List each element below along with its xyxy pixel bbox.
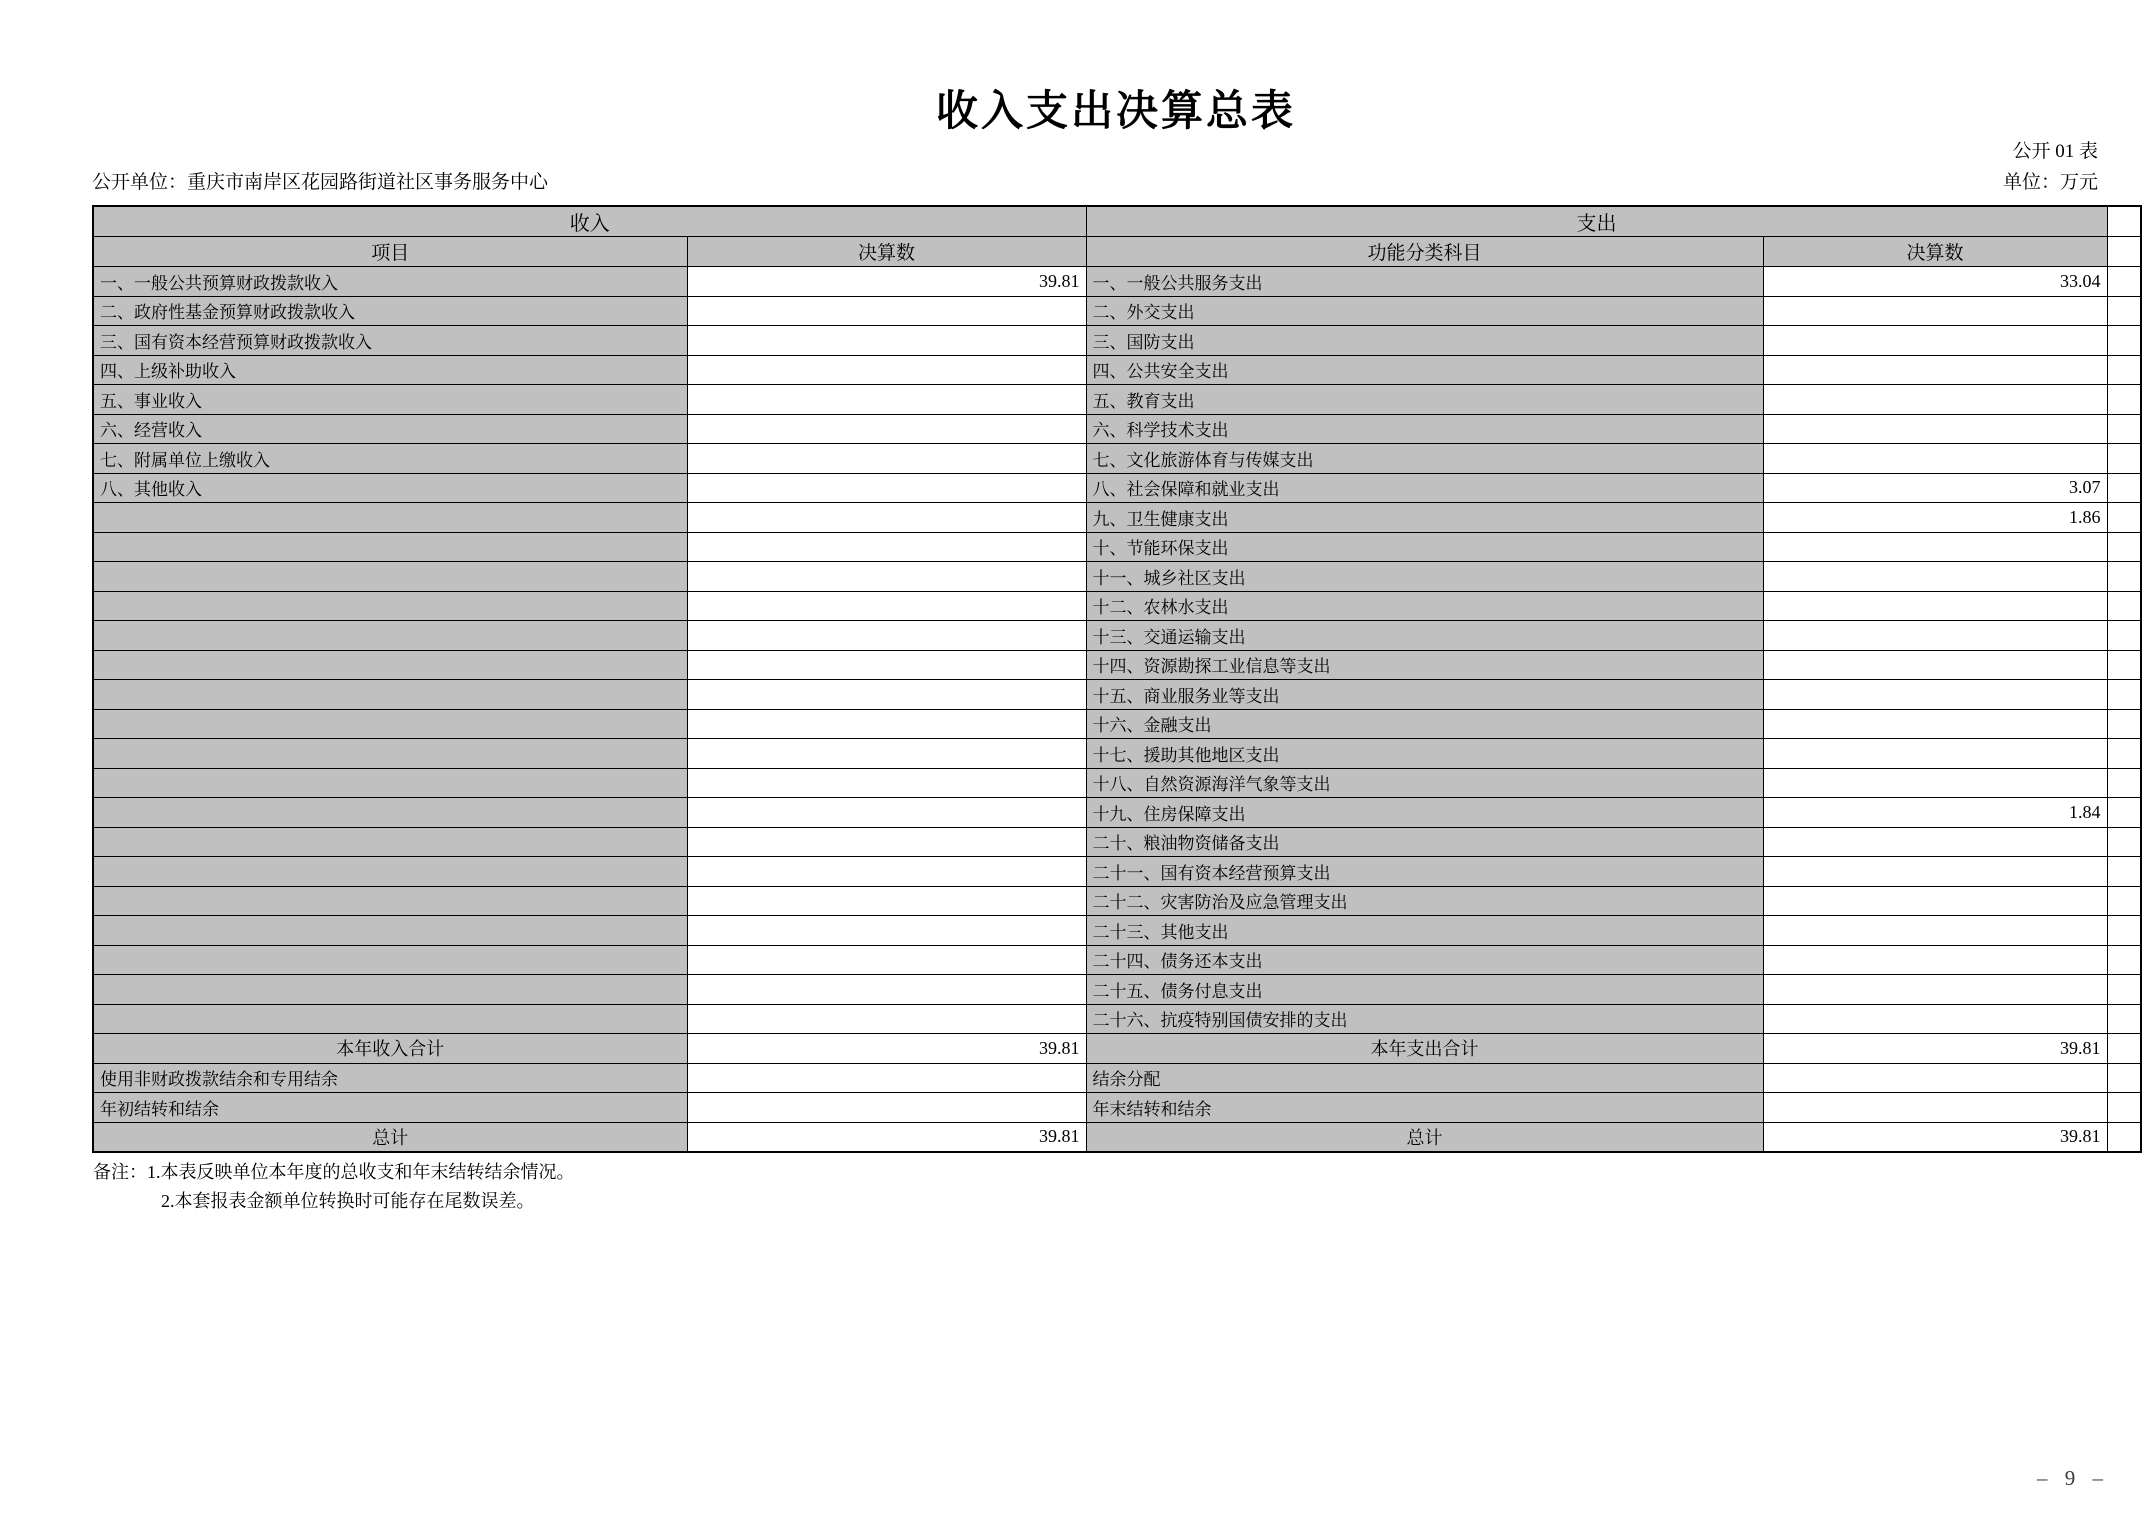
expense-item-cell: 二十五、债务付息支出 [1086,975,1763,1005]
spacer-cell [2107,385,2141,415]
income-item-cell [93,945,687,975]
expense-amount-cell [1763,532,2107,562]
income-amount-cell [687,975,1086,1005]
income-amount-cell [687,798,1086,828]
income-amount-cell [687,414,1086,444]
table-row [93,975,2141,1005]
expense-amount-cell [1763,296,2107,326]
notes [93,1158,575,1216]
expense-item-column-header: 功能分类科目 [1086,237,1763,267]
expense-item-cell: 十三、交通运输支出 [1086,621,1763,651]
grand-total-row [93,1122,2141,1152]
spacer-cell [2107,1093,2141,1123]
table-row [93,326,2141,356]
table-row [93,945,2141,975]
spacer-cell [2107,886,2141,916]
income-amount-cell: 39.81 [687,267,1086,297]
expense-amount-cell [1763,886,2107,916]
expense-item-cell: 二十、粮油物资储备支出 [1086,827,1763,857]
income-item-cell [93,768,687,798]
table-row [93,886,2141,916]
income-amount-cell [687,709,1086,739]
income-amount-cell [687,916,1086,946]
spacer-cell [2107,739,2141,769]
expense-amount-cell [1763,945,2107,975]
income-carryover-2-amount [687,1093,1086,1123]
expense-section-header: 支出 [1086,206,2107,237]
expense-item-cell: 一、一般公共服务支出 [1086,267,1763,297]
year-total-row [93,1034,2141,1064]
expense-amount-cell [1763,444,2107,474]
income-item-cell [93,916,687,946]
expense-amount-cell [1763,709,2107,739]
income-item-cell: 五、事业收入 [93,385,687,415]
table-row [93,267,2141,297]
expense-item-cell: 七、文化旅游体育与传媒支出 [1086,444,1763,474]
expense-amount-cell [1763,827,2107,857]
carryover-row-1 [93,1063,2141,1093]
income-item-cell [93,532,687,562]
expense-amount-column-header: 决算数 [1763,237,2107,267]
page-number: – 9 – [2037,1466,2109,1490]
expense-amount-cell [1763,385,2107,415]
income-item-column-header: 项目 [93,237,687,267]
expense-item-cell: 六、科学技术支出 [1086,414,1763,444]
income-amount-cell [687,650,1086,680]
income-amount-column-header: 决算数 [687,237,1086,267]
income-amount-cell [687,945,1086,975]
income-item-cell: 八、其他收入 [93,473,687,503]
expense-year-total-label: 本年支出合计 [1086,1034,1763,1064]
expense-item-cell: 十、节能环保支出 [1086,532,1763,562]
income-amount-cell [687,532,1086,562]
table-row [93,827,2141,857]
expense-amount-cell [1763,975,2107,1005]
income-item-cell [93,650,687,680]
income-amount-cell [687,857,1086,887]
expense-amount-cell [1763,768,2107,798]
expense-carryover-1-amount [1763,1063,2107,1093]
spacer-cell [2107,680,2141,710]
table-row [93,532,2141,562]
income-item-cell [93,709,687,739]
expense-amount-cell: 1.84 [1763,798,2107,828]
expense-carryover-2-label: 年末结转和结余 [1086,1093,1763,1123]
income-item-cell: 三、国有资本经营预算财政拨款收入 [93,326,687,356]
expense-item-cell: 二十一、国有资本经营预算支出 [1086,857,1763,887]
income-carryover-1-label: 使用非财政拨款结余和专用结余 [93,1063,687,1093]
spacer-cell [2107,414,2141,444]
income-year-total-amount: 39.81 [687,1034,1086,1064]
table-row [93,1004,2141,1034]
spacer-cell [2107,444,2141,474]
accounts-table [92,205,2142,1153]
spacer-cell [2107,1063,2141,1093]
table-row [93,709,2141,739]
spacer-cell [2107,326,2141,356]
expense-item-cell: 二、外交支出 [1086,296,1763,326]
spacer-cell [2107,473,2141,503]
expense-item-cell: 十一、城乡社区支出 [1086,562,1763,592]
income-grand-total-amount: 39.81 [687,1122,1086,1152]
income-item-cell [93,591,687,621]
income-item-cell [93,886,687,916]
note-line-1: 备注：1.本表反映单位本年度的总收支和年末结转结余情况。 [93,1162,575,1182]
spacer-cell [2107,1034,2141,1064]
spacer-cell [2107,857,2141,887]
expense-item-cell: 九、卫生健康支出 [1086,503,1763,533]
income-item-cell [93,503,687,533]
income-item-cell [93,621,687,651]
income-amount-cell [687,886,1086,916]
spacer-cell [2107,798,2141,828]
page-title: 收入支出决算总表 [935,89,1296,135]
expense-amount-cell [1763,916,2107,946]
table-row [93,650,2141,680]
table-code: 公开 01 表 [2012,141,2098,162]
table-row [93,503,2141,533]
table-row [93,768,2141,798]
spacer-cell [2107,1122,2141,1152]
table-row [93,798,2141,828]
income-carryover-1-amount [687,1063,1086,1093]
expense-carryover-2-amount [1763,1093,2107,1123]
expense-item-cell: 十二、农林水支出 [1086,591,1763,621]
income-amount-cell [687,680,1086,710]
income-year-total-label: 本年收入合计 [93,1034,687,1064]
income-amount-cell [687,473,1086,503]
table-row [93,385,2141,415]
expense-amount-cell: 33.04 [1763,267,2107,297]
income-section-header: 收入 [93,206,1086,237]
expense-item-cell: 二十四、债务还本支出 [1086,945,1763,975]
spacer-cell [2107,916,2141,946]
table-row [93,296,2141,326]
table-row [93,562,2141,592]
income-amount-cell [687,444,1086,474]
spacer-cell [2107,267,2141,297]
income-amount-cell [687,827,1086,857]
expense-item-cell: 二十六、抗疫特别国债安排的支出 [1086,1004,1763,1034]
spacer-cell [2107,355,2141,385]
expense-item-cell: 十五、商业服务业等支出 [1086,680,1763,710]
table-row [93,857,2141,887]
income-item-cell [93,562,687,592]
expense-amount-cell: 1.86 [1763,503,2107,533]
expense-item-cell: 十八、自然资源海洋气象等支出 [1086,768,1763,798]
expense-item-cell: 十九、住房保障支出 [1086,798,1763,828]
income-amount-cell [687,562,1086,592]
note-line-2: 2.本套报表金额单位转换时可能存在尾数误差。 [161,1191,535,1211]
spacer-cell [2107,1004,2141,1034]
expense-amount-cell [1763,562,2107,592]
expense-grand-total-amount: 39.81 [1763,1122,2107,1152]
expense-amount-cell: 3.07 [1763,473,2107,503]
expense-amount-cell [1763,1004,2107,1034]
table-row [93,444,2141,474]
table-row [93,591,2141,621]
spacer-cell [2107,827,2141,857]
income-amount-cell [687,591,1086,621]
spacer-cell [2107,650,2141,680]
table-row [93,414,2141,444]
expense-item-cell: 十六、金融支出 [1086,709,1763,739]
publishing-unit: 公开单位：重庆市南岸区花园路街道社区事务服务中心 [92,172,549,193]
expense-item-cell: 二十二、灾害防治及应急管理支出 [1086,886,1763,916]
expense-amount-cell [1763,414,2107,444]
income-amount-cell [687,768,1086,798]
table-row [93,739,2141,769]
section-header-row [93,206,2141,237]
spacer-cell [2107,591,2141,621]
expense-item-cell: 五、教育支出 [1086,385,1763,415]
income-amount-cell [687,296,1086,326]
expense-year-total-amount: 39.81 [1763,1034,2107,1064]
carryover-row-2 [93,1093,2141,1123]
expense-grand-total-label: 总计 [1086,1122,1763,1152]
spacer-cell [2107,621,2141,651]
income-amount-cell [687,739,1086,769]
income-item-cell [93,827,687,857]
expense-item-cell: 十四、资源勘探工业信息等支出 [1086,650,1763,680]
income-amount-cell [687,621,1086,651]
spacer-cell [2107,296,2141,326]
income-amount-cell [687,355,1086,385]
income-item-cell [93,975,687,1005]
spacer-cell [2107,945,2141,975]
income-item-cell: 六、经营收入 [93,414,687,444]
expense-amount-cell [1763,591,2107,621]
income-amount-cell [687,385,1086,415]
amount-unit: 单位：万元 [2002,172,2098,193]
expense-amount-cell [1763,650,2107,680]
expense-amount-cell [1763,739,2107,769]
income-item-cell [93,857,687,887]
spacer-cell [2107,975,2141,1005]
income-item-cell: 七、附属单位上缴收入 [93,444,687,474]
expense-amount-cell [1763,326,2107,356]
income-carryover-2-label: 年初结转和结余 [93,1093,687,1123]
spacer-cell [2107,709,2141,739]
spacer-cell [2107,237,2141,267]
column-header-row [93,237,2141,267]
expense-carryover-1-label: 结余分配 [1086,1063,1763,1093]
income-item-cell [93,1004,687,1034]
income-item-cell [93,798,687,828]
expense-item-cell: 三、国防支出 [1086,326,1763,356]
spacer-cell [2107,768,2141,798]
income-grand-total-label: 总计 [93,1122,687,1152]
income-amount-cell [687,1004,1086,1034]
expense-item-cell: 二十三、其他支出 [1086,916,1763,946]
expense-amount-cell [1763,857,2107,887]
expense-amount-cell [1763,355,2107,385]
expense-amount-cell [1763,680,2107,710]
table-row [93,621,2141,651]
table-row [93,680,2141,710]
spacer-cell [2107,562,2141,592]
table-row [93,355,2141,385]
expense-item-cell: 十七、援助其他地区支出 [1086,739,1763,769]
table-body [93,267,2141,1034]
spacer-cell [2107,532,2141,562]
spacer-cell [2107,206,2141,237]
spacer-cell [2107,503,2141,533]
expense-item-cell: 八、社会保障和就业支出 [1086,473,1763,503]
expense-item-cell: 四、公共安全支出 [1086,355,1763,385]
income-item-cell: 四、上级补助收入 [93,355,687,385]
income-item-cell [93,680,687,710]
table-row [93,473,2141,503]
expense-amount-cell [1763,621,2107,651]
income-item-cell: 一、一般公共预算财政拨款收入 [93,267,687,297]
income-amount-cell [687,503,1086,533]
income-item-cell [93,739,687,769]
income-item-cell: 二、政府性基金预算财政拨款收入 [93,296,687,326]
table-row [93,916,2141,946]
income-amount-cell [687,326,1086,356]
